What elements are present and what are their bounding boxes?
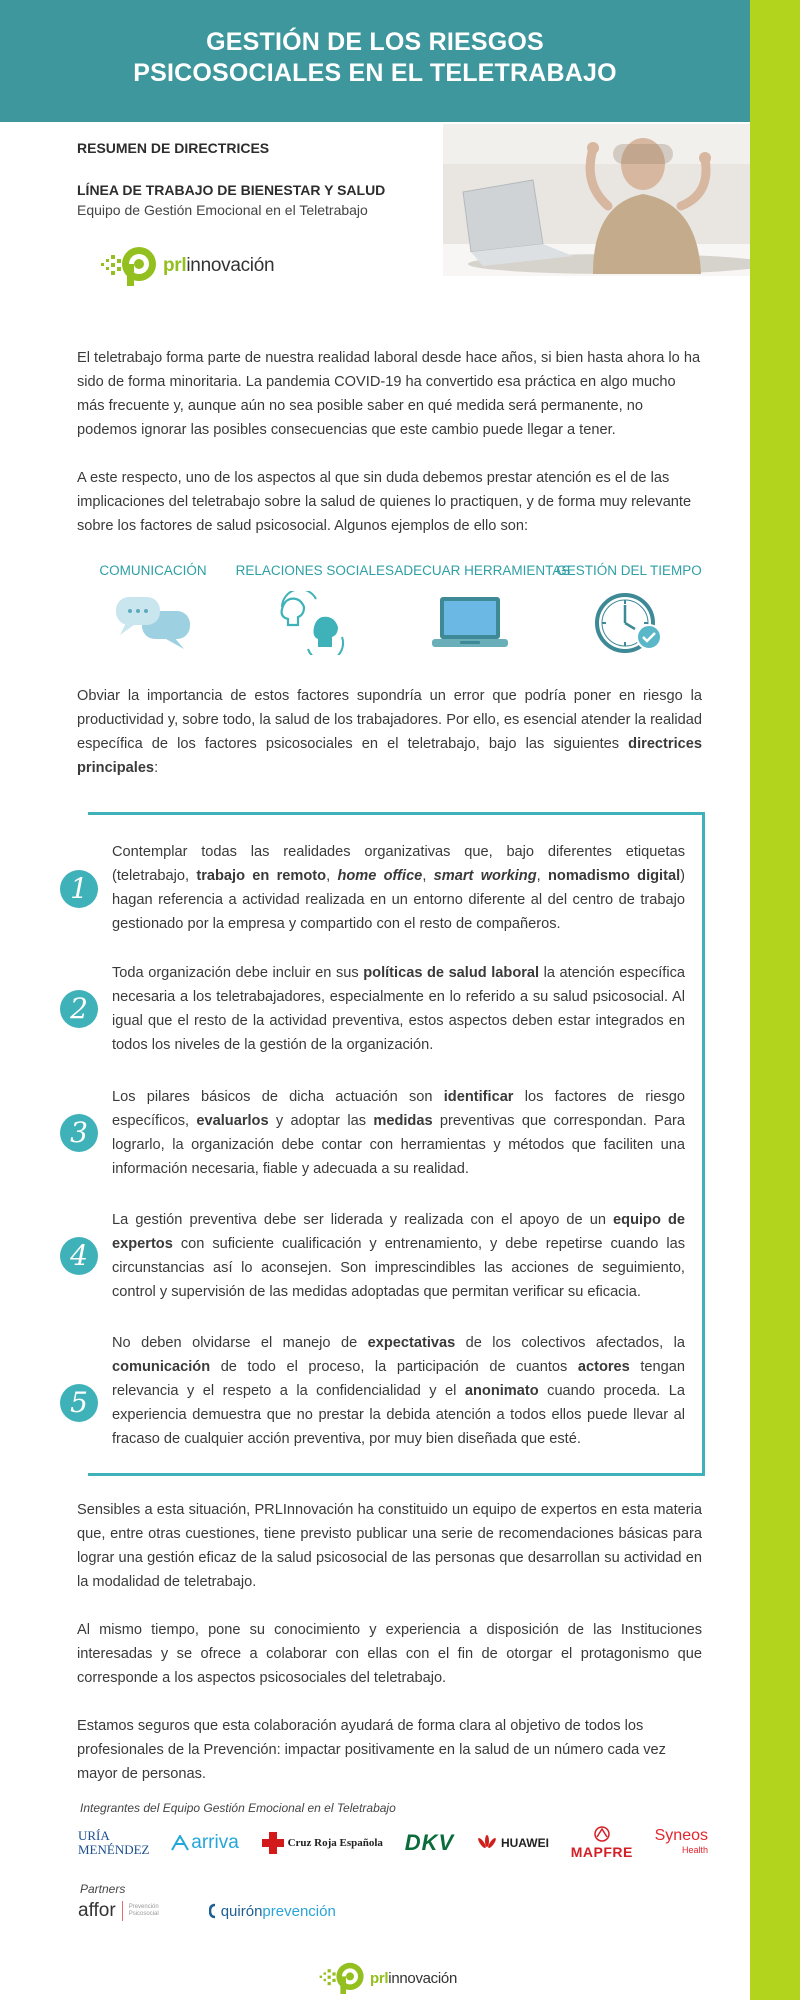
factor-communication [77, 563, 229, 654]
clock-check-icon [553, 592, 705, 654]
directive-2: Toda organización debe incluir en sus políticas de salud laboral la atención específica necesaria a los teletrabajadores, especialmente en lo referido a su salud psicosocial. Al igual que el resto de la actividad preventiva, estos aspectos deben estar integrados en todos los niveles de la gestión de la organización. [112, 965, 685, 1053]
uria-menendez-logo: URÍA MENÉNDEZ [78, 1828, 150, 1857]
directive-5: No deben olvidarse el manejo de expectativas de los colectivos afectados, la comunicación de todo el proceso, la participación de cuantos actores tengan relevancia y el respeto a la confidencialidad y el anonimato cuando proceda. La experiencia demuestra que no prestar la debida atención a todos ellos puede llevar al fracaso de cualquier acción preventiva, por muy bien diseñada que esté. [112, 1335, 685, 1447]
arriva-logo: arriva [171, 1832, 239, 1854]
dkv-logo: DKV [404, 1830, 455, 1855]
cruz-roja-logo: Cruz Roja Española [261, 1831, 383, 1855]
paragraph-directives-intro: Obviar la importancia de estos factores supondría un error que podría poner en riesgo la productividad y, sobre todo, la salud de los trabajadores. Por ello, es esencial atender la realidad específica de los factores psicosociales en el teletrabajo, bajo las siguientes directrices principales: [77, 688, 702, 776]
members-title: Integrantes del Equipo Gestión Emocional en el Teletrabajo [80, 1801, 396, 1815]
directive-3: Los pilares básicos de dicha actuación son identificar los factores de riesgo específicos, evaluarlos y adoptar las medidas preventivas que correspondan. Para lograrlo, la organización debe contar con herramientas y métodos que faciliten una información necesaria, fiable y adecuada a su realidad. [112, 1089, 685, 1177]
factor-social-relations [235, 563, 394, 654]
member-logos [78, 1826, 708, 1860]
woman-meditating-photo [443, 124, 750, 276]
prl-logo-icon [99, 244, 159, 288]
factor-label: COMUNICACIÓN [99, 563, 207, 578]
huawei-logo: HUAWEI [476, 1835, 549, 1851]
paragraph-intro: El teletrabajo forma parte de nuestra realidad laboral desde hace años, si bien hasta ahora lo ha sido de forma minoritaria. La pandemia COVID-19 ha convertido esa práctica en algo mucho más frecuente y, aunque aún no sea posible saber en qué medida será permanente, no podemos ignorar las posibles consecuencias que este cambio puede llegar a tener. [77, 350, 701, 438]
mapfre-logo: MAPFRE [571, 1826, 633, 1860]
factor-time [553, 563, 705, 654]
title-line-1: GESTIÓN DE LOS RIESGOS [206, 28, 544, 56]
factor-label: GESTIÓN DEL TIEMPO [556, 563, 702, 578]
directive-number-2: 2 [60, 990, 98, 1028]
directive-number-4: 4 [60, 1237, 98, 1275]
prl-logo-icon [318, 1960, 366, 1996]
chat-bubbles-icon [77, 592, 229, 654]
people-exchange-icon [236, 592, 388, 654]
side-accent-bar [750, 0, 800, 2000]
quironprevencion-logo: quirón prevención [209, 1903, 336, 1920]
factor-label: RELACIONES SOCIALES [235, 563, 394, 578]
prl-logo [99, 244, 427, 288]
directive-1: Contemplar todas las realidades organizativas que, bajo diferentes etiquetas (teletrabajo, trabajo en remoto, home office, smart working, nomadismo digital) hagan referencia a actividad realizada en un entorno diferente al del centro de trabajo gestionado por la empresa y compartido con el resto de compañeros. [112, 844, 686, 932]
factor-label: ADECUAR HERRAMIENTAS [394, 563, 571, 578]
factors-row [77, 563, 705, 654]
prl-logo-text: prlinnovación [370, 1969, 458, 1987]
partner-logos [78, 1900, 336, 1922]
prl-logo-text: prlinnovación [163, 255, 275, 276]
paragraph-conclusion: Estamos seguros que esta colaboración ayudará de forma clara al objetivo de todos los profesionales de la Prevención: impactar positivamente en la salud de un número cada vez mayor de personas. [77, 1718, 666, 1782]
header-banner [0, 0, 750, 122]
line-heading: LÍNEA DE TRABAJO DE BIENESTAR Y SALUD [77, 182, 386, 198]
intro-block [77, 140, 427, 288]
paragraph-prlinnovacion: Sensibles a esta situación, PRLInnovación ha constituido un equipo de expertos en esta materia que, entre otras cuestiones, tiene previsto publicar una serie de recomendaciones básicas para lograr una gestión eficaz de la salud psicosocial de las personas que desarrollan su actividad en la modalidad de teletrabajo. [77, 1502, 702, 1590]
title-line-2: PSICOSOCIALES EN EL TELETRABAJO [133, 59, 617, 87]
team-name: Equipo de Gestión Emocional en el Teletrabajo [77, 202, 368, 218]
paragraph-aspects: A este respecto, uno de los aspectos al que sin duda debemos prestar atención es el de las implicaciones del teletrabajo sobre la salud de quienes lo practiquen, y de forma muy relevante sobre los factores de salud psicosocial. Algunos ejemplos de ello son: [77, 470, 692, 534]
directive-number-5: 5 [60, 1384, 98, 1422]
partners-title: Partners [80, 1882, 126, 1896]
directive-4: La gestión preventiva debe ser liderada y realizada con el apoyo de un equipo de expertos con suficiente cualificación y entrenamiento, y debe repetirse cuando las circunstancias así lo aconsejen. Son imprescindibles las acciones de seguimiento, control y supervisión de las medidas adoptadas que permitan verificar su eficacia. [112, 1212, 685, 1300]
syneos-health-logo: Syneos Health [654, 1827, 708, 1855]
paragraph-collaboration: Al mismo tiempo, pone su conocimiento y experiencia a disposición de las Instituciones interesadas y se ofrece a colaborar con ellas con el fin de otorgar el protagonismo que corresponde a los aspectos psicosociales del teletrabajo. [77, 1622, 702, 1686]
directive-number-3: 3 [60, 1114, 98, 1152]
laptop-icon [394, 592, 546, 654]
affor-logo: affor Prevención Psicosocial [78, 1900, 159, 1921]
directive-number-1: 1 [60, 870, 98, 908]
summary-heading: RESUMEN DE DIRECTRICES [77, 140, 270, 156]
footer-prl-logo [318, 1960, 457, 1996]
factor-tools [394, 563, 571, 654]
